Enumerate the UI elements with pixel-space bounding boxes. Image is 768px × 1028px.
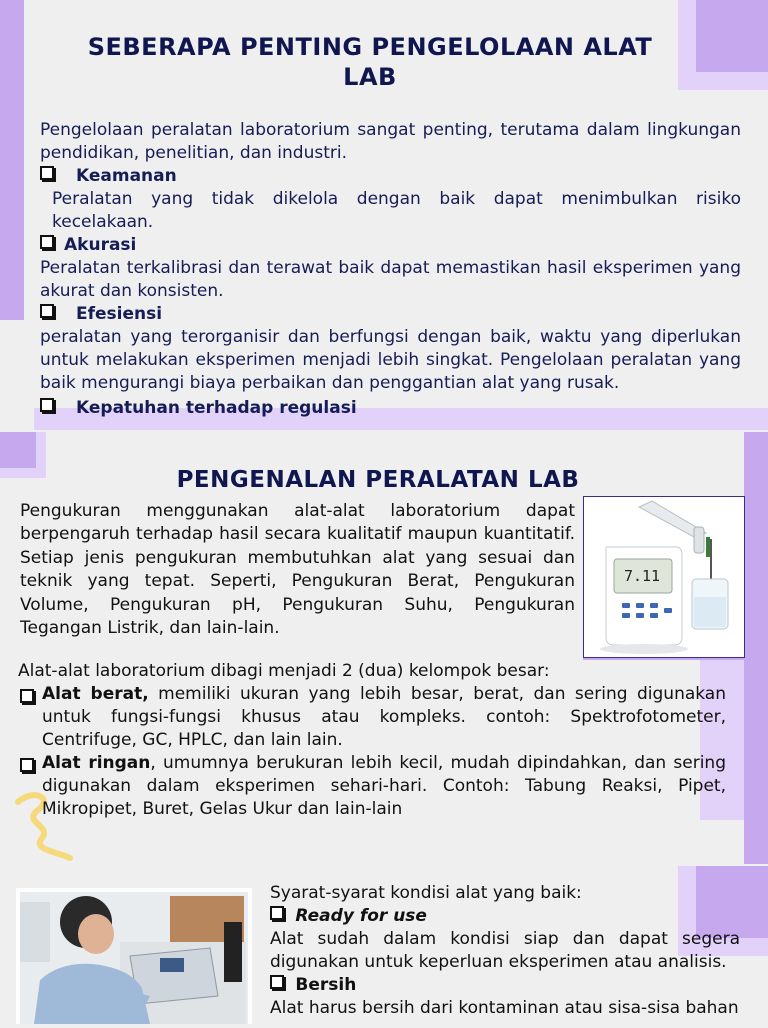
slide-1-title: SEBERAPA PENTING PENGELOLAAN ALAT LAB xyxy=(87,33,653,91)
slide-1-body xyxy=(40,119,741,420)
bullet-efesiensi: Efesiensi xyxy=(40,303,741,326)
condition-bersih: Bersih xyxy=(270,974,740,997)
slide-3 xyxy=(0,866,768,1024)
slide-2-title: PENGENALAN PERALATAN LAB xyxy=(176,467,580,493)
slide-2-intro: Pengukuran menggunakan alat-alat laboratorium dapat berpengaruh terhadap hasil secara kualitatif maupun kuantitatif. Setiap jenis pengukuran membutuhkan alat yang sesuai dan teknik yang tepat. Seperti, Pengukuran Berat, Pengukuran Volume, Pengukuran pH, Pengukuran Suhu, Pengukuran Tegangan Listrik, dan lain-lain. xyxy=(20,501,575,639)
checkbox-bullet-icon xyxy=(40,235,54,249)
slide-2 xyxy=(0,432,768,864)
condition-ready-text: Alat sudah dalam kondisi siap dan dapat segera digunakan untuk keperluan eksperimen atau analisis. xyxy=(270,929,740,972)
slide-3-intro: Syarat-syarat kondisi alat yang baik: xyxy=(270,883,582,903)
checkbox-bullet-icon xyxy=(40,304,54,318)
group-alat-ringan: Alat ringan, umumnya berukuran lebih kecil, mudah dipindahkan, dan sering digunakan dalam eksperimen sehari-hari. Contoh: Tabung Reaksi, Pipet, Mikropipet, Buret, Gelas Ukur dan lain-lain xyxy=(42,752,726,821)
corner-decoration xyxy=(696,0,768,72)
checkbox-bullet-icon xyxy=(20,689,34,703)
condition-bersih-text: Alat harus bersih dari kontaminan atau sisa-sisa bahan xyxy=(270,998,739,1018)
bullet-efesiensi-text: peralatan yang terorganisir dan berfungsi dengan baik, waktu yang diperlukan untuk melakukan eksperimen menjadi lebih singkat. Pengelolaan peralatan yang baik mengurangi biaya perbaikan dan penggantian alat yang rusak. xyxy=(40,327,741,393)
bullet-akurasi: Akurasi xyxy=(40,234,741,257)
lab-technician-photo xyxy=(16,888,252,1024)
ph-meter-image xyxy=(583,496,745,658)
checkbox-bullet-icon xyxy=(20,758,34,772)
slide-1-intro: Pengelolaan peralatan laboratorium sangat penting, terutama dalam lingkungan pendidikan, penelitian, dan industri. xyxy=(40,120,741,163)
checkbox-bullet-icon xyxy=(40,166,54,180)
bullet-keamanan-text: Peralatan yang tidak dikelola dengan baik dapat menimbulkan risiko kecelakaan. xyxy=(52,189,741,232)
right-accent-bar xyxy=(744,432,768,864)
bullet-kepatuhan: Kepatuhan terhadap regulasi xyxy=(40,397,741,420)
bullet-akurasi-text: Peralatan terkalibrasi dan terawat baik dapat memastikan hasil eksperimen yang akurat dan konsisten. xyxy=(40,258,741,301)
left-accent-bar xyxy=(0,0,24,320)
svg-text:7.11: 7.11 xyxy=(623,567,661,585)
bullet-keamanan: Keamanan xyxy=(40,165,741,188)
lab-photo-icon xyxy=(20,892,248,1024)
corner-decoration xyxy=(0,432,36,468)
condition-ready: Ready for use xyxy=(270,905,740,928)
checkbox-bullet-icon xyxy=(40,398,54,412)
checkbox-bullet-icon xyxy=(270,906,284,920)
ph-meter-icon xyxy=(584,497,744,657)
group-alat-berat: Alat berat, memiliki ukuran yang lebih besar, berat, dan sering digunakan untuk fungsi-fungsi khusus atau kompleks. contoh: Spektrofotometer, Centrifuge, GC, HPLC, dan lain lain. xyxy=(42,683,726,752)
groups-intro: Alat-alat laboratorium dibagi menjadi 2 (dua) kelompok besar: xyxy=(18,661,550,681)
checkbox-bullet-icon xyxy=(270,975,284,989)
slide-1 xyxy=(0,0,768,430)
